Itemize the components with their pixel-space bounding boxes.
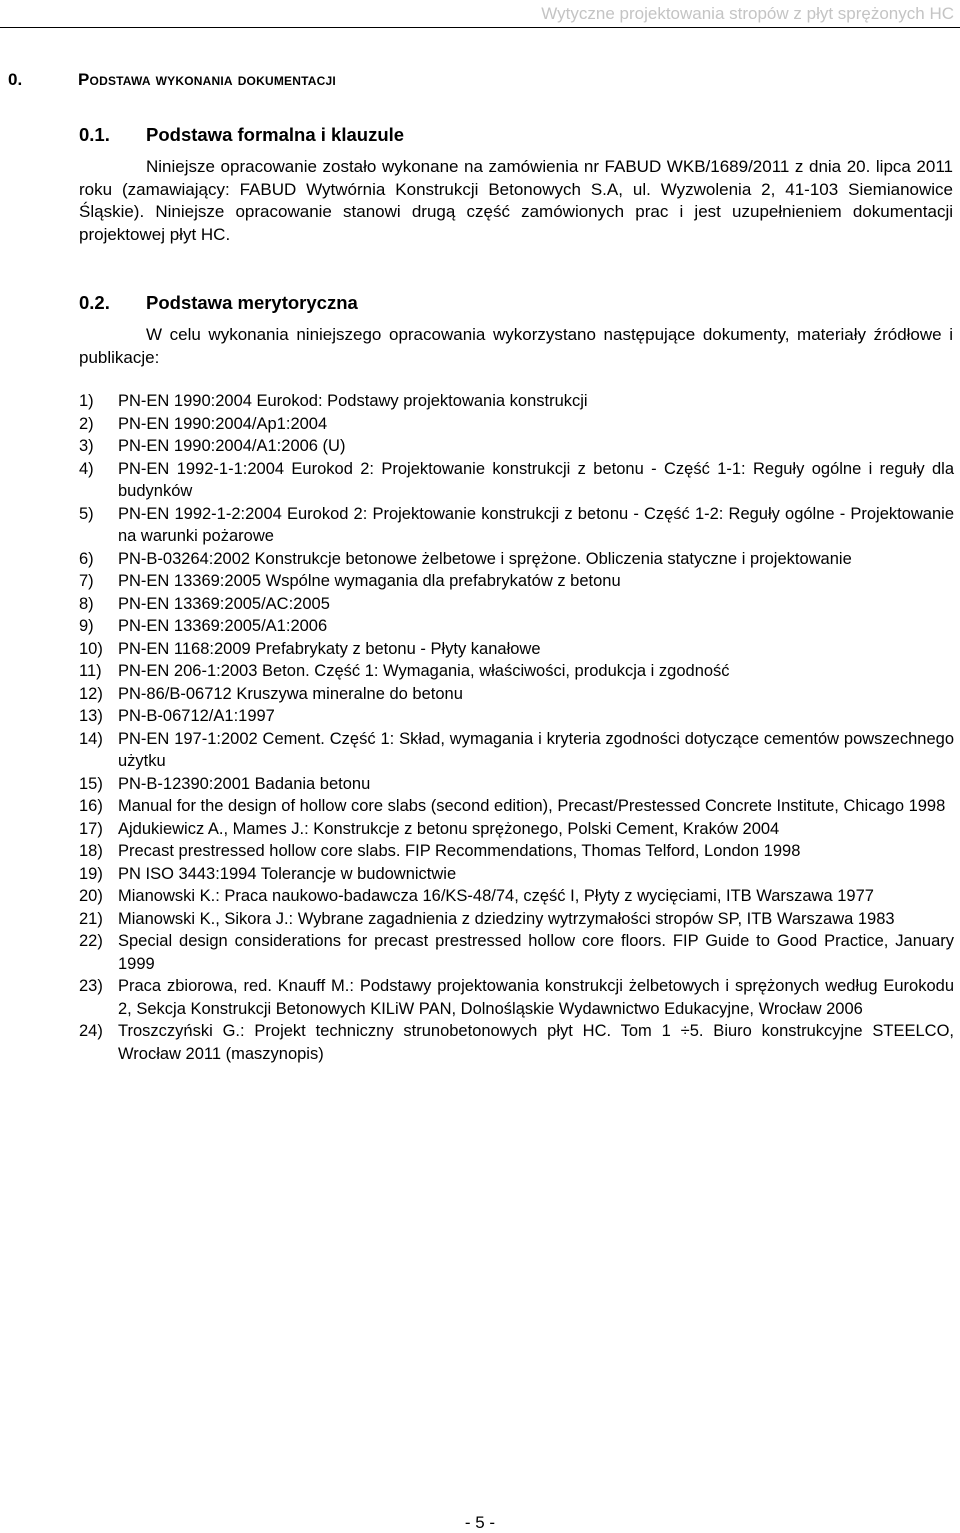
- list-item: [79, 435, 954, 458]
- list-item-text: PN-EN 13369:2005 Wspólne wymagania dla prefabrykatów z betonu: [118, 572, 621, 590]
- list-item: [79, 413, 954, 436]
- list-item-text: Mianowski K.: Praca naukowo-badawcza 16/KS-48/74, część I, Płyty z wycięciami, ITB Warszawa 1977: [118, 887, 874, 905]
- list-item: [79, 795, 954, 818]
- list-item-number: 16): [79, 797, 103, 815]
- list-item-number: 24): [79, 1022, 103, 1040]
- list-item-number: 1): [79, 392, 94, 410]
- list-item: [79, 840, 954, 863]
- list-item-number: 8): [79, 594, 94, 613]
- list-item: [79, 930, 954, 975]
- section-0-2-paragraph: W celu wykonania niniejszego opracowania wykorzystano następujące dokumenty, materiały źródłowe i publikacje:: [79, 325, 953, 367]
- list-item-text: Ajdukiewicz A., Mames J.: Konstrukcje z betonu sprężonego, Polski Cement, Kraków 2004: [118, 819, 780, 838]
- section-0-heading: [8, 70, 336, 90]
- list-item: [79, 660, 954, 683]
- section-0-1-number: 0.1.: [79, 124, 110, 145]
- list-item-text: Praca zbiorowa, red. Knauff M.: Podstawy projektowania konstrukcji żelbetowych i sprężonych według Eurokodu 2, Sekcja Konstrukcji Betonowych KILiW PAN, Dolnośląskie Wydawnictwo Edukacyjne, Wrocław 2006: [118, 977, 954, 1018]
- list-item-number: 9): [79, 617, 94, 635]
- list-item-text: Special design considerations for precast prestressed hollow core floors. FIP Guide to Good Practice, January 1999: [118, 932, 954, 973]
- list-item-number: 7): [79, 572, 94, 590]
- list-item: [79, 908, 954, 931]
- list-item-text: PN-86/B-06712 Kruszywa mineralne do betonu: [118, 684, 463, 703]
- list-item: [79, 705, 954, 728]
- list-item-number: 22): [79, 932, 103, 950]
- list-item: [79, 593, 954, 616]
- list-item-text: PN-B-03264:2002 Konstrukcje betonowe żelbetowe i sprężone. Obliczenia statyczne i projektowanie: [118, 549, 852, 568]
- section-0-2-heading: [79, 292, 358, 314]
- list-item: [79, 863, 954, 886]
- list-item-number: 13): [79, 707, 103, 725]
- list-item: [79, 885, 954, 908]
- list-item: [79, 638, 954, 661]
- list-item-text: PN-EN 197-1:2002 Cement. Część 1: Skład, wymagania i kryteria zgodności dotyczące cementów powszechnego użytku: [118, 729, 954, 770]
- list-item: [79, 728, 954, 773]
- section-0-title: Podstawa wykonania dokumentacji: [78, 70, 336, 89]
- list-item-text: PN-EN 1992-1-1:2004 Eurokod 2: Projektowanie konstrukcji z betonu - Część 1-1: Reguły ogólne i reguły dla budynków: [118, 459, 954, 500]
- list-item-text: PN-EN 13369:2005/AC:2005: [118, 594, 330, 613]
- list-item-text: Precast prestressed hollow core slabs. FIP Recommendations, Thomas Telford, London 1998: [118, 842, 801, 860]
- list-item-number: 18): [79, 842, 103, 860]
- list-item-text: Troszczyński G.: Projekt techniczny strunobetonowych płyt HC. Tom 1 ÷5. Biuro konstrukcyjne STEELCO, Wrocław 2011 (maszynopis): [118, 1022, 954, 1063]
- list-item: [79, 390, 954, 413]
- section-0-2-title: Podstawa merytoryczna: [146, 292, 358, 313]
- list-item-text: PN-EN 206-1:2003 Beton. Część 1: Wymagania, właściwości, produkcja i zgodność: [118, 662, 730, 680]
- list-item: [79, 773, 954, 796]
- list-item-number: 14): [79, 729, 103, 748]
- list-item: [79, 1020, 954, 1065]
- reference-list: [79, 390, 954, 1065]
- list-item-number: 17): [79, 819, 103, 838]
- list-item-text: PN-B-12390:2001 Badania betonu: [118, 774, 371, 793]
- list-item: [79, 683, 954, 706]
- list-item-number: 20): [79, 887, 103, 905]
- list-item-number: 23): [79, 977, 103, 995]
- section-0-1-paragraph: Niniejsze opracowanie zostało wykonane na zamówienia nr FABUD WKB/1689/2011 z dnia 20. lipca 2011 roku (zamawiający: FABUD Wytwórnia Konstrukcji Betonowych S.A, ul. Wyzwolenia 2, 41-103 Siemianowice Śląskie). Niniejsze opracowanie stanowi drugą część zamówionych prac i jest uzupełnieniem dokumentacji projektowej płyt HC.: [79, 157, 953, 244]
- list-item: [79, 548, 954, 571]
- list-item: [79, 615, 954, 638]
- section-0-2-number: 0.2.: [79, 292, 110, 313]
- header-divider: [0, 27, 960, 28]
- section-0-1-heading: [79, 124, 404, 146]
- list-item-number: 2): [79, 414, 94, 433]
- page-number: - 5 -: [464, 1513, 496, 1532]
- list-item-number: 19): [79, 864, 103, 883]
- list-item-text: PN ISO 3443:1994 Tolerancje w budownictwie: [118, 864, 457, 883]
- list-item-text: PN-EN 1990:2004/A1:2006 (U): [118, 437, 346, 455]
- list-item-text: Mianowski K., Sikora J.: Wybrane zagadnienia z dziedziny wytrzymałości stropów SP, ITB Warszawa 1983: [118, 909, 895, 928]
- list-item-text: PN-EN 1990:2004 Eurokod: Podstawy projektowania konstrukcji: [118, 392, 588, 410]
- list-item-text: PN-B-06712/A1:1997: [118, 707, 275, 725]
- running-header: Wytyczne projektowania stropów z płyt sprężonych HC: [541, 4, 954, 23]
- list-item-number: 6): [79, 549, 94, 568]
- section-0-number: 0.: [8, 70, 23, 89]
- list-item-number: 5): [79, 504, 94, 523]
- section-0-1-title: Podstawa formalna i klauzule: [146, 124, 405, 145]
- list-item-text: Manual for the design of hollow core slabs (second edition), Precast/Prestessed Concrete Institute, Chicago 1998: [118, 797, 946, 815]
- list-item-number: 10): [79, 639, 103, 658]
- list-item: [79, 503, 954, 548]
- list-item: [79, 975, 954, 1020]
- list-item: [79, 570, 954, 593]
- list-item-number: 21): [79, 909, 103, 928]
- list-item-text: PN-EN 1990:2004/Ap1:2004: [118, 414, 328, 433]
- list-item-number: 4): [79, 459, 94, 478]
- list-item-text: PN-EN 13369:2005/A1:2006: [118, 617, 328, 635]
- list-item-number: 11): [79, 662, 102, 680]
- list-item: [79, 818, 954, 841]
- list-item-number: 3): [79, 437, 94, 455]
- list-item-number: 12): [79, 684, 103, 703]
- list-item: [79, 458, 954, 503]
- list-item-number: 15): [79, 774, 103, 793]
- list-item-text: PN-EN 1168:2009 Prefabrykaty z betonu - Płyty kanałowe: [118, 639, 541, 658]
- list-item-text: PN-EN 1992-1-2:2004 Eurokod 2: Projektowanie konstrukcji z betonu - Część 1-2: Reguły ogólne - Projektowanie na warunki pożarowe: [118, 504, 954, 545]
